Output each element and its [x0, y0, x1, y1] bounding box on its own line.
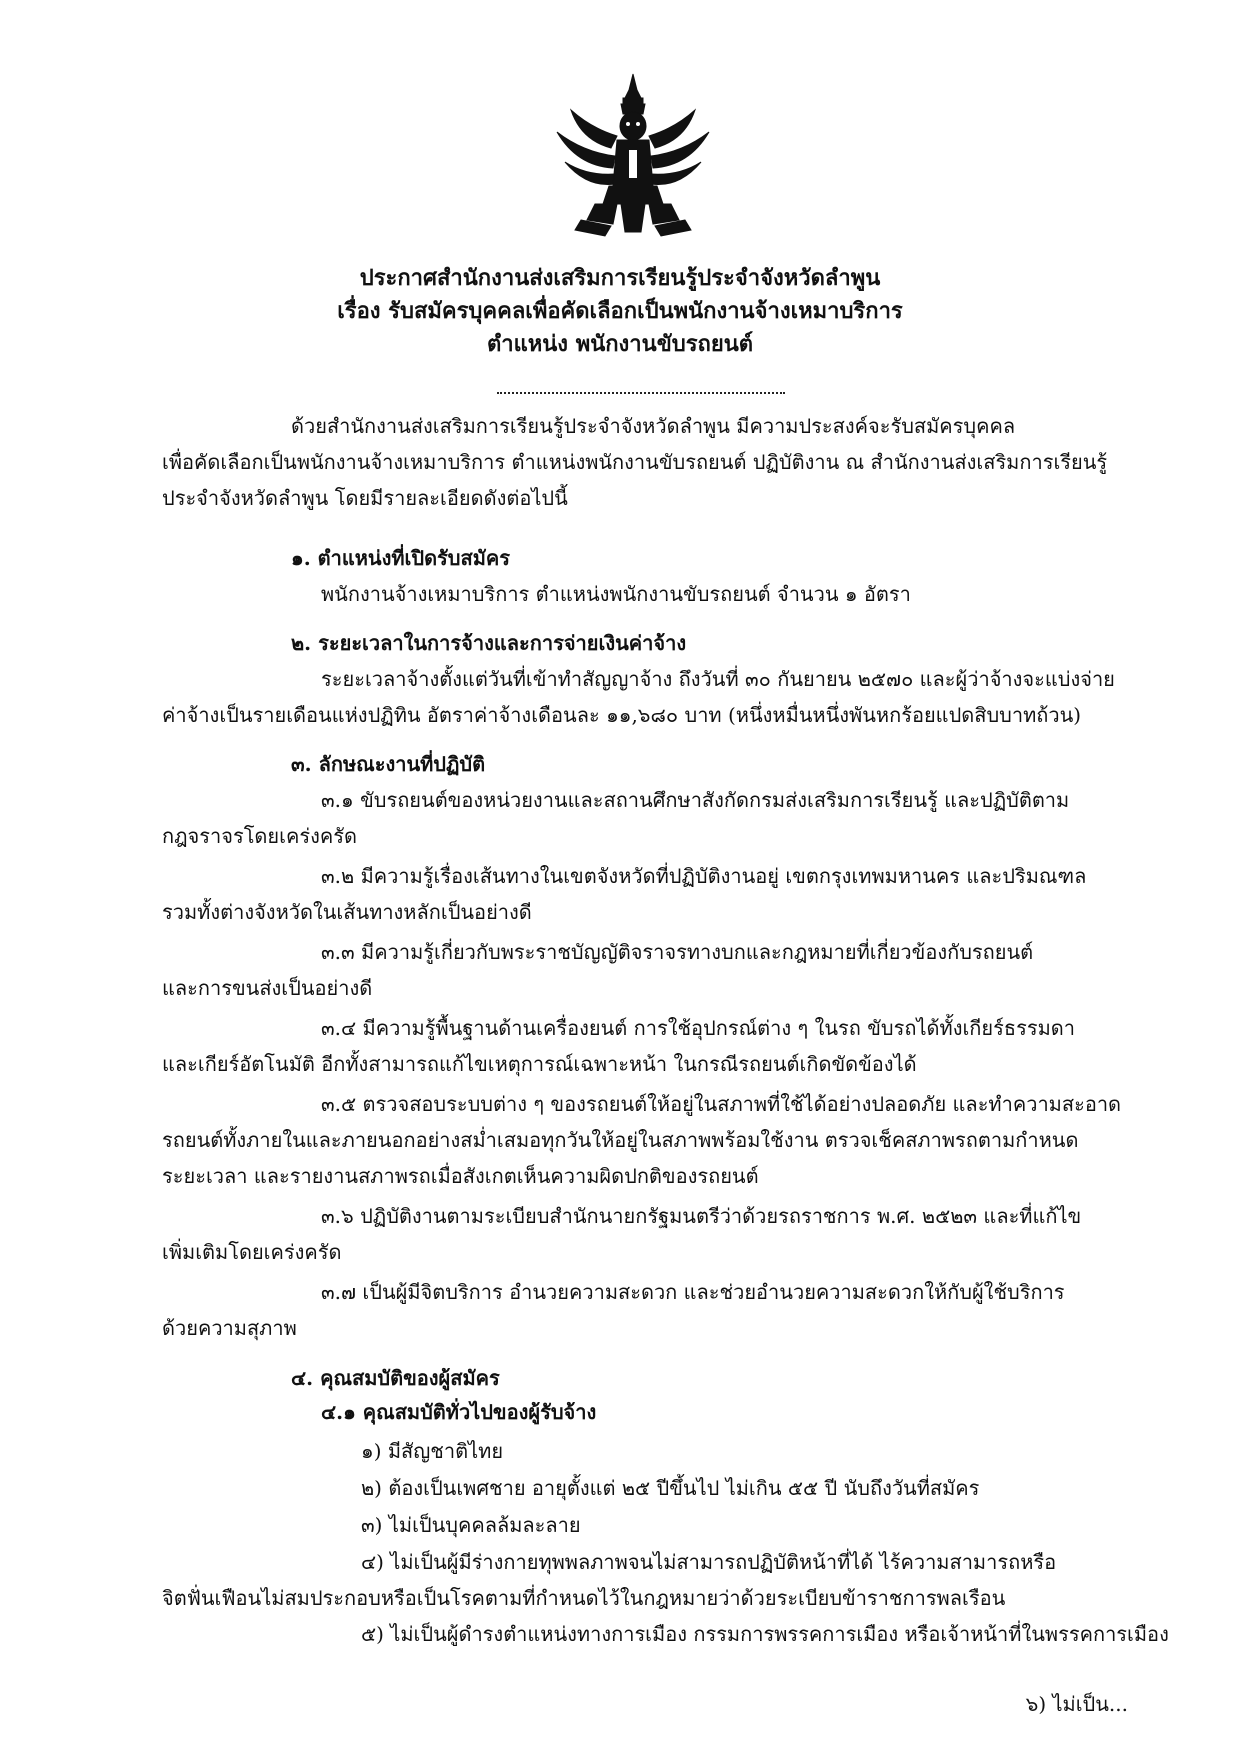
section-3-item-6: ๓.๖ ปฏิบัติงานตามระเบียบสำนักนายกรัฐมนตรีว่าด้วยรถราชการ พ.ศ. ๒๕๒๓ และที่แก้ไข [321, 1204, 1082, 1228]
section-3-heading: ๓. ลักษณะงานที่ปฏิบัติ [291, 752, 486, 776]
section-3-item-3-cont: และการขนส่งเป็นอย่างดี [162, 976, 373, 1000]
section-2-line-2: ค่าจ้างเป็นรายเดือนแห่งปฏิทิน อัตราค่าจ้างเดือนละ ๑๑,๖๘๐ บาท (หนึ่งหมื่นหนึ่งพันหกร้อยแปดสิบบาทถ้วน) [162, 703, 1082, 727]
section-3-item-4-cont: และเกียร์อัตโนมัติ อีกทั้งสามารถแก้ไขเหตุการณ์เฉพาะหน้า ในกรณีรถยนต์เกิดขัดข้องได้ [162, 1052, 917, 1076]
section-3-item-5: ๓.๕ ตรวจสอบระบบต่าง ๆ ของรถยนต์ให้อยู่ในสภาพที่ใช้ได้อย่างปลอดภัย และทำความสะอาด [321, 1092, 1122, 1116]
qualification-2: ๒) ต้องเป็นเพศชาย อายุตั้งแต่ ๒๕ ปีขึ้นไป ไม่เกิน ๕๕ ปี นับถึงวันที่สมัคร [361, 1476, 980, 1500]
qualification-3: ๓) ไม่เป็นบุคคลล้มละลาย [361, 1513, 581, 1537]
intro-line-3: ประจำจังหวัดลำพูน โดยมีรายละเอียดดังต่อไปนี้ [162, 486, 568, 510]
title-line-3: ตำแหน่ง พนักงานขับรถยนต์ [486, 331, 754, 357]
intro-line-2: เพื่อคัดเลือกเป็นพนักงานจ้างเหมาบริการ ตำแหน่งพนักงานขับรถยนต์ ปฏิบัติงาน ณ สำนักงานส่งเสริมการเรียนรู้ [162, 450, 1108, 474]
section-3-item-1: ๓.๑ ขับรถยนต์ของหน่วยงานและสถานศึกษาสังกัดกรมส่งเสริมการเรียนรู้ และปฏิบัติตาม [321, 788, 1070, 812]
section-1-heading: ๑. ตำแหน่งที่เปิดรับสมัคร [291, 546, 511, 570]
section-3-item-7-cont: ด้วยความสุภาพ [162, 1316, 297, 1340]
section-3-item-1-cont: กฎจราจรโดยเคร่งครัด [162, 824, 357, 848]
qualification-1: ๑) มีสัญชาติไทย [361, 1439, 504, 1463]
section-3-item-2-cont: รวมทั้งต่างจังหวัดในเส้นทางหลักเป็นอย่างดี [162, 900, 532, 924]
section-3-item-2: ๓.๒ มีความรู้เรื่องเส้นทางในเขตจังหวัดที่ปฏิบัติงานอยู่ เขตกรุงเทพมหานคร และปริมณฑล [321, 864, 1087, 888]
title-line-1: ประกาศสำนักงานส่งเสริมการเรียนรู้ประจำจังหวัดลำพูน [359, 265, 881, 291]
qualification-5: ๕) ไม่เป็นผู้ดำรงตำแหน่งทางการเมือง กรรมการพรรคการเมือง หรือเจ้าหน้าที่ในพรรคการเมือง [361, 1622, 1169, 1646]
section-3-item-5-cont-1: รถยนต์ทั้งภายในและภายนอกอย่างสม่ำเสมอทุกวันให้อยู่ในสภาพพร้อมใช้งาน ตรวจเช็คสภาพรถตามกำหนด [162, 1128, 1079, 1152]
section-2-heading: ๒. ระยะเวลาในการจ้างและการจ่ายเงินค่าจ้าง [291, 631, 687, 655]
section-3-item-4: ๓.๔ มีความรู้พื้นฐานด้านเครื่องยนต์ การใช้อุปกรณ์ต่าง ๆ ในรถ ขับรถได้ทั้งเกียร์ธรรมดา [321, 1016, 1075, 1040]
section-3-item-5-cont-2: ระยะเวลา และรายงานสภาพรถเมื่อสังเกตเห็นความผิดปกติของรถยนต์ [162, 1164, 759, 1188]
garuda-emblem-icon [551, 70, 715, 238]
qualification-4-cont: จิตฟั่นเฟือนไม่สมประกอบหรือเป็นโรคตามที่กำหนดไว้ในกฎหมายว่าด้วยระเบียบข้าราชการพลเรือน [162, 1586, 1006, 1610]
section-3-item-6-cont: เพิ่มเติมโดยเคร่งครัด [162, 1240, 342, 1264]
continued-marker: ๖) ไม่เป็น... [1025, 1692, 1128, 1716]
section-3-item-7: ๓.๗ เป็นผู้มีจิตบริการ อำนวยความสะดวก และช่วยอำนวยความสะดวกให้กับผู้ใช้บริการ [321, 1280, 1065, 1304]
title-divider [497, 392, 785, 394]
section-3-item-3: ๓.๓ มีความรู้เกี่ยวกับพระราชบัญญัติจราจรทางบกและกฎหมายที่เกี่ยวข้องกับรถยนต์ [321, 940, 1034, 964]
section-4-heading: ๔. คุณสมบัติของผู้สมัคร [291, 1366, 500, 1390]
intro-line-1: ด้วยสำนักงานส่งเสริมการเรียนรู้ประจำจังหวัดลำพูน มีความประสงค์จะรับสมัครบุคคล [291, 414, 1016, 438]
title-line-2: เรื่อง รับสมัครบุคคลเพื่อคัดเลือกเป็นพนักงานจ้างเหมาบริการ [337, 298, 903, 324]
section-4-1-heading: ๔.๑ คุณสมบัติทั่วไปของผู้รับจ้าง [321, 1400, 597, 1424]
section-1-text: พนักงานจ้างเหมาบริการ ตำแหน่งพนักงานขับรถยนต์ จำนวน ๑ อัตรา [321, 582, 911, 606]
announcement-title [0, 262, 1240, 361]
qualification-4: ๔) ไม่เป็นผู้มีร่างกายทุพพลภาพจนไม่สามารถปฏิบัติหน้าที่ได้ ไร้ความสามารถหรือ [361, 1550, 1057, 1574]
section-2-line-1: ระยะเวลาจ้างตั้งแต่วันที่เข้าทำสัญญาจ้าง ถึงวันที่ ๓๐ กันยายน ๒๕๗๐ และผู้ว่าจ้างจะแบ่งจ่าย [321, 667, 1115, 691]
